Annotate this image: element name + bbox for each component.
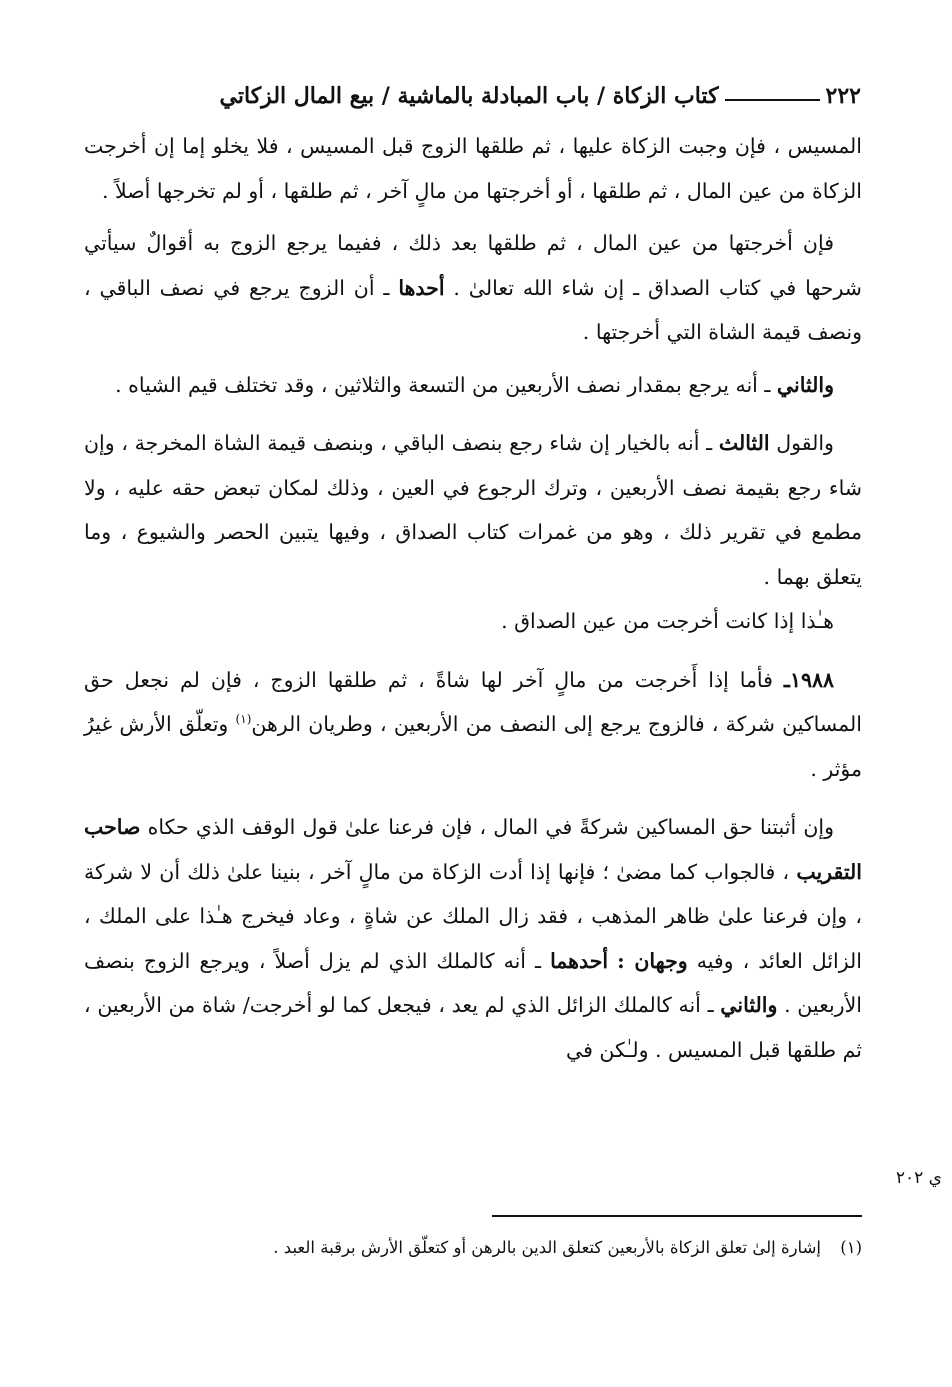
bold-term: وجهان : xyxy=(617,948,688,973)
page-header xyxy=(86,76,861,116)
paragraph-text: ـ أنه يرجع بمقدار نصف الأربعين من التسعة والثلاثين ، وقد تختلف قيم الشياه . xyxy=(115,372,771,397)
bold-term: الثالث xyxy=(718,431,770,455)
manuscript-folio-note: ي ٢٠٢ xyxy=(895,1168,942,1188)
paragraph-text: فأما إذا أَخرجت من مالٍ آخر لها شاةً ، ثم طلقها الزوج ، فإن لم نجعل حق المساكين شركة ، فالزوج يرجع إلى النصف من الأربعين ، وطريان الرهن xyxy=(84,667,862,736)
paragraph-text: ـ أنه كالملك الذي لم يزل أصلاً ، ويرجع الزوج بنصف الأربعين . xyxy=(84,948,862,1017)
bold-term: والثاني xyxy=(720,993,778,1017)
bold-term: والثاني xyxy=(776,372,834,397)
paragraph-text: ـ أنه بالخيار إن شاء رجع بنصف الباقي ، وبنصف قيمة الشاة المخرجة ، وإن شاء رجع بقيمة نصف الأربعين ، وترك الرجوع في العين ، وذلك لمكان تبعض حقه عليه ، ولا مطمع في تقرير ذلك ، وهو من غمرات كتاب الصداق ، وفيها يتبين الحصر والشيوع ، وما يتعلق بهما . xyxy=(84,431,862,589)
paragraph-text: وتعلّق الأرش غيرُ مؤثر . xyxy=(84,712,862,781)
paragraph-text: ـ أنه كالملك الزائل الذي لم يعد ، فيجعل كما لو أخرجت/ شاة من الأربعين ، ثم طلقها قبل المسيس . ولـٰكن في xyxy=(84,993,862,1062)
paragraph-text: والقول xyxy=(776,431,834,455)
paragraph-3 xyxy=(84,363,862,408)
paragraph-4 xyxy=(84,421,862,599)
bold-term: أحدهما xyxy=(550,948,609,973)
paragraph-7 xyxy=(84,805,862,1072)
footnote-marker: (١) xyxy=(235,712,252,727)
paragraph-2 xyxy=(84,221,862,355)
bold-term: صاحب التقريب xyxy=(84,815,862,884)
paragraph-text: المسيس ، فإن وجبت الزكاة عليها ، ثم طلقها الزوج قبل المسيس ، فلا يخلو إما إن أخرجت الزكاة من عين المال ، ثم طلقها ، أو أخرجتها من مالٍ آخر ، ثم طلقها ، أو لم تخرجها أصلاً . xyxy=(84,134,862,203)
body-text xyxy=(84,124,862,1072)
page-number: ٢٢٢ xyxy=(825,83,861,109)
footnote-separator xyxy=(492,1215,862,1217)
issue-number: ١٩٨٨ـ xyxy=(783,667,834,692)
running-title: كتاب الزكاة / باب المبادلة بالماشية / بيع المال الزكاتي xyxy=(219,83,719,109)
paragraph-text: ـ أن الزوج يرجع في نصف الباقي ، ونصف قيمة الشاة التي أخرجتها . xyxy=(84,275,862,344)
paragraph-text: فإن أخرجتها من عين المال ، ثم طلقها بعد ذلك ، ففيما يرجع الزوج به أقوالٌ سيأتي شرحها في كتاب الصداق ـ إن شاء الله تعالىٰ . xyxy=(84,231,862,300)
header-rule xyxy=(725,99,820,101)
paragraph-text: ، فالجواب كما مضىٰ ؛ فإنها إذا أدت الزكاة من مالٍ آخر ، بنينا علىٰ ذلك أن لا شركة ، وإن فرعنا علىٰ ظاهر المذهب ، فقد زال الملك عن شاةٍ ، وعاد فيخرج هـٰذا على الملك ، الزائل العائد ، وفيه xyxy=(84,859,862,973)
paragraph-6 xyxy=(84,658,862,792)
footnote xyxy=(84,1232,862,1264)
paragraph-text: وإن أثبتنا حق المساكين شركةً في المال ، فإن فرعنا علىٰ قول الوقف الذي حكاه xyxy=(147,815,834,839)
bold-term: أحدها xyxy=(398,275,445,300)
paragraph-5 xyxy=(84,599,862,644)
paragraph-text: هـٰذا إذا كانت أخرجت من عين الصداق . xyxy=(501,609,834,633)
paragraph-1 xyxy=(84,124,862,213)
footnote-number: (١) xyxy=(840,1238,862,1257)
footnote-text: إشارة إلىٰ تعلق الزكاة بالأربعين كتعلق الدين بالرهن أو كتعلّق الأرش برقبة العبد . xyxy=(273,1238,821,1257)
